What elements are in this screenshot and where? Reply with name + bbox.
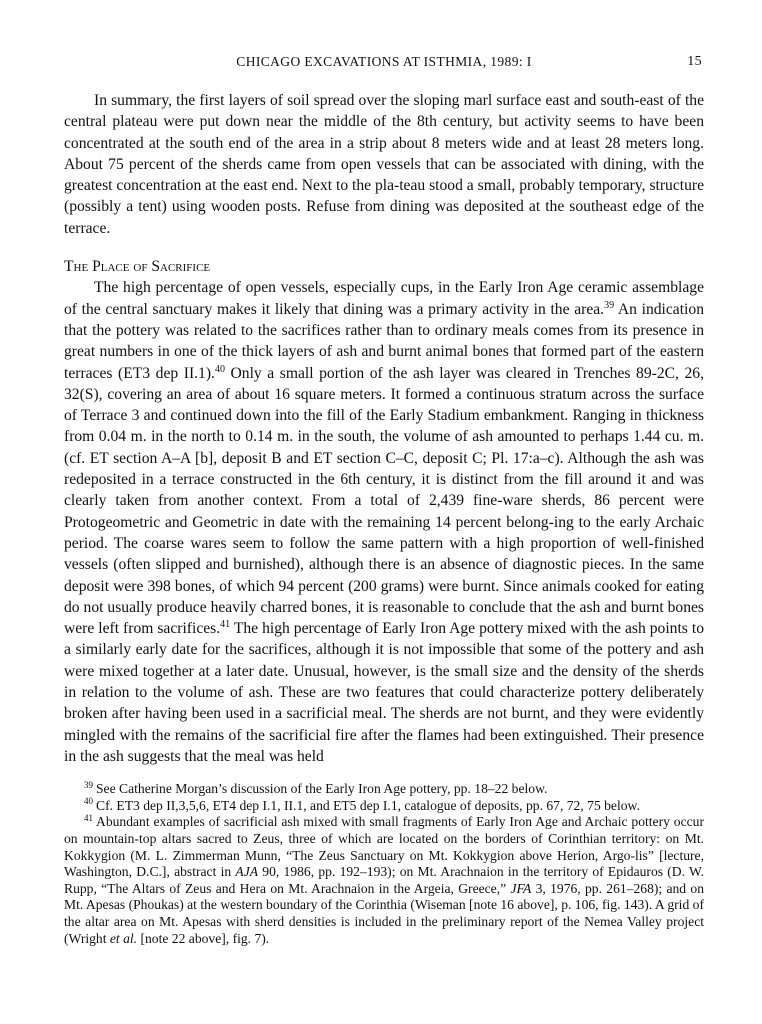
footnote-40 xyxy=(64,798,704,815)
footnote-41 xyxy=(64,814,704,947)
footnote-ref-40[interactable]: 40 xyxy=(214,363,225,375)
paragraph-place-of-sacrifice xyxy=(64,277,704,767)
footnote-text: 3, 1976, pp. 261–268); and on Mt. Apesas (Phoukas) at the western boundary of the Corinthia (Wiseman [note 16 above], p. 106, fig. 143). A grid of the altar area on Mt. Apesas with sherd densities is included in the preliminary report of the Nemea Valley project (Wright xyxy=(64,880,704,946)
footnote-ref-41[interactable]: 41 xyxy=(220,618,231,630)
footnote-text: 90, 1986, pp. 192–193); on Mt. Arachnaion in the territory of Epidauros (D. W. Rupp, “The Altars of Zeus and Hera on Mt. Arachnaion in the Argeia, Greece,” xyxy=(64,864,704,896)
footnote-number: 41 xyxy=(84,812,93,823)
journal-abbrev: JFA xyxy=(510,880,532,896)
section-heading: The Place of Sacrifice xyxy=(64,258,211,276)
running-head xyxy=(64,54,704,76)
journal-page xyxy=(64,54,704,947)
footnote-text: Cf. ET3 dep II,3,5,6, ET4 dep I.1, II.1, and ET5 dep I.1, catalogue of deposits, pp. 67, 72, 75 below. xyxy=(96,797,640,813)
footnote-text: Abundant examples of sacrificial ash mixed with small fragments of Early Iron Age and Archaic pottery occur on mountain-top altars sacred to Zeus, three of which are located on the borders of Corinthian territory: on Mt. Kokkygion (M. L. Zimmerman Munn, “The Zeus Sanctuary on Mt. Kokkygion above Herion, Argo-lis” [lecture, Washington, D.C.], abstract in xyxy=(64,814,704,880)
latin-abbrev: et al. xyxy=(109,930,138,946)
paragraph-text-segment: An indication that the pottery was related to the sacrifices rather than to ordinary meals comes from its presence in great numbers in one of the thick layers of ash and burnt animal bones that formed part of the eastern terraces (ET3 dep II.1). xyxy=(64,300,704,382)
footnote-ref-39[interactable]: 39 xyxy=(604,299,615,311)
page-number: 15 xyxy=(687,54,702,69)
footnotes xyxy=(64,781,704,947)
footnote-number: 39 xyxy=(84,779,93,790)
running-title: CHICAGO EXCAVATIONS AT ISTHMIA, 1989: I xyxy=(236,54,532,69)
footnote-number: 40 xyxy=(84,796,93,807)
journal-abbrev: AJA xyxy=(235,864,259,880)
paragraph-text-segment: Only a small portion of the ash layer was cleared in Trenches 89-2C, 26, 32(S), covering an area of about 16 square meters. It formed a continuous stratum across the surface of Terrace 3 and continued down into the fill of the Early Stadium embankment. Ranging in thickness from 0.04 m. in the north to 0.14 m. in the south, the volume of ash amounted to perhaps 1.44 cu. m. (cf. ET section A–A [b], deposit B and ET section C–C, deposit C; Pl. 17:a–c). Although the ash was redeposited in a terrace constructed in the 6th century, it is distinct from the fill around it and was clearly taken from another context. From a total of 2,439 fine-ware sherds, 86 percent were Protogeometric and Geometric in date with the remaining 14 percent belong-ing to the early Archaic period. The coarse wares seem to follow the same pattern with a high proportion of well-finished vessels (often slipped and burnished), although there is an absence of diagnostic pieces. In the same deposit were 398 bones, of which 94 percent (200 grams) were burnt. Since animals cooked for eating do not usually produce heavily charred bones, it is reasonable to conclude that the ash and burnt bones were left from sacrifices. xyxy=(64,364,704,638)
footnote-text: See Catherine Morgan’s discussion of the Early Iron Age pottery, pp. 18–22 below. xyxy=(96,781,548,797)
paragraph-text-segment: The high percentage of open vessels, especially cups, in the Early Iron Age ceramic assemblage of the central sanctuary makes it likely that dining was a primary activity in the area. xyxy=(64,279,704,318)
footnote-39 xyxy=(64,781,704,798)
paragraph-summary: In summary, the first layers of soil spread over the sloping marl surface east and south-east of the central plateau were put down near the middle of the 8th century, but activity seems to have been concentrated at the south end of the area in a strip about 8 meters wide and at least 28 meters long. About 75 percent of the sherds came from open vessels that can be associated with dining, with the greatest concentration at the east end. Next to the pla-teau stood a small, probably temporary, structure (possibly a tent) using wooden posts. Refuse from dining was deposited at the southeast edge of the terrace. xyxy=(64,92,704,237)
paragraph-text-segment: The high percentage of Early Iron Age pottery mixed with the ash points to a similarly early date for the sacrifices, although it is not impossible that some of the pottery and ash were mixed together at a later date. Unusual, however, is the small size and the density of the sherds in relation to the volume of ash. These are two features that could characterize pottery deliberately broken after having been used in a sacrificial meal. The sherds are not burnt, and they were evidently mingled with the remains of the sacrificial fire after the flames had been extinguished. Their presence in the ash suggests that the meal was held xyxy=(64,620,704,765)
footnote-text: [note 22 above], fig. 7). xyxy=(137,930,270,946)
